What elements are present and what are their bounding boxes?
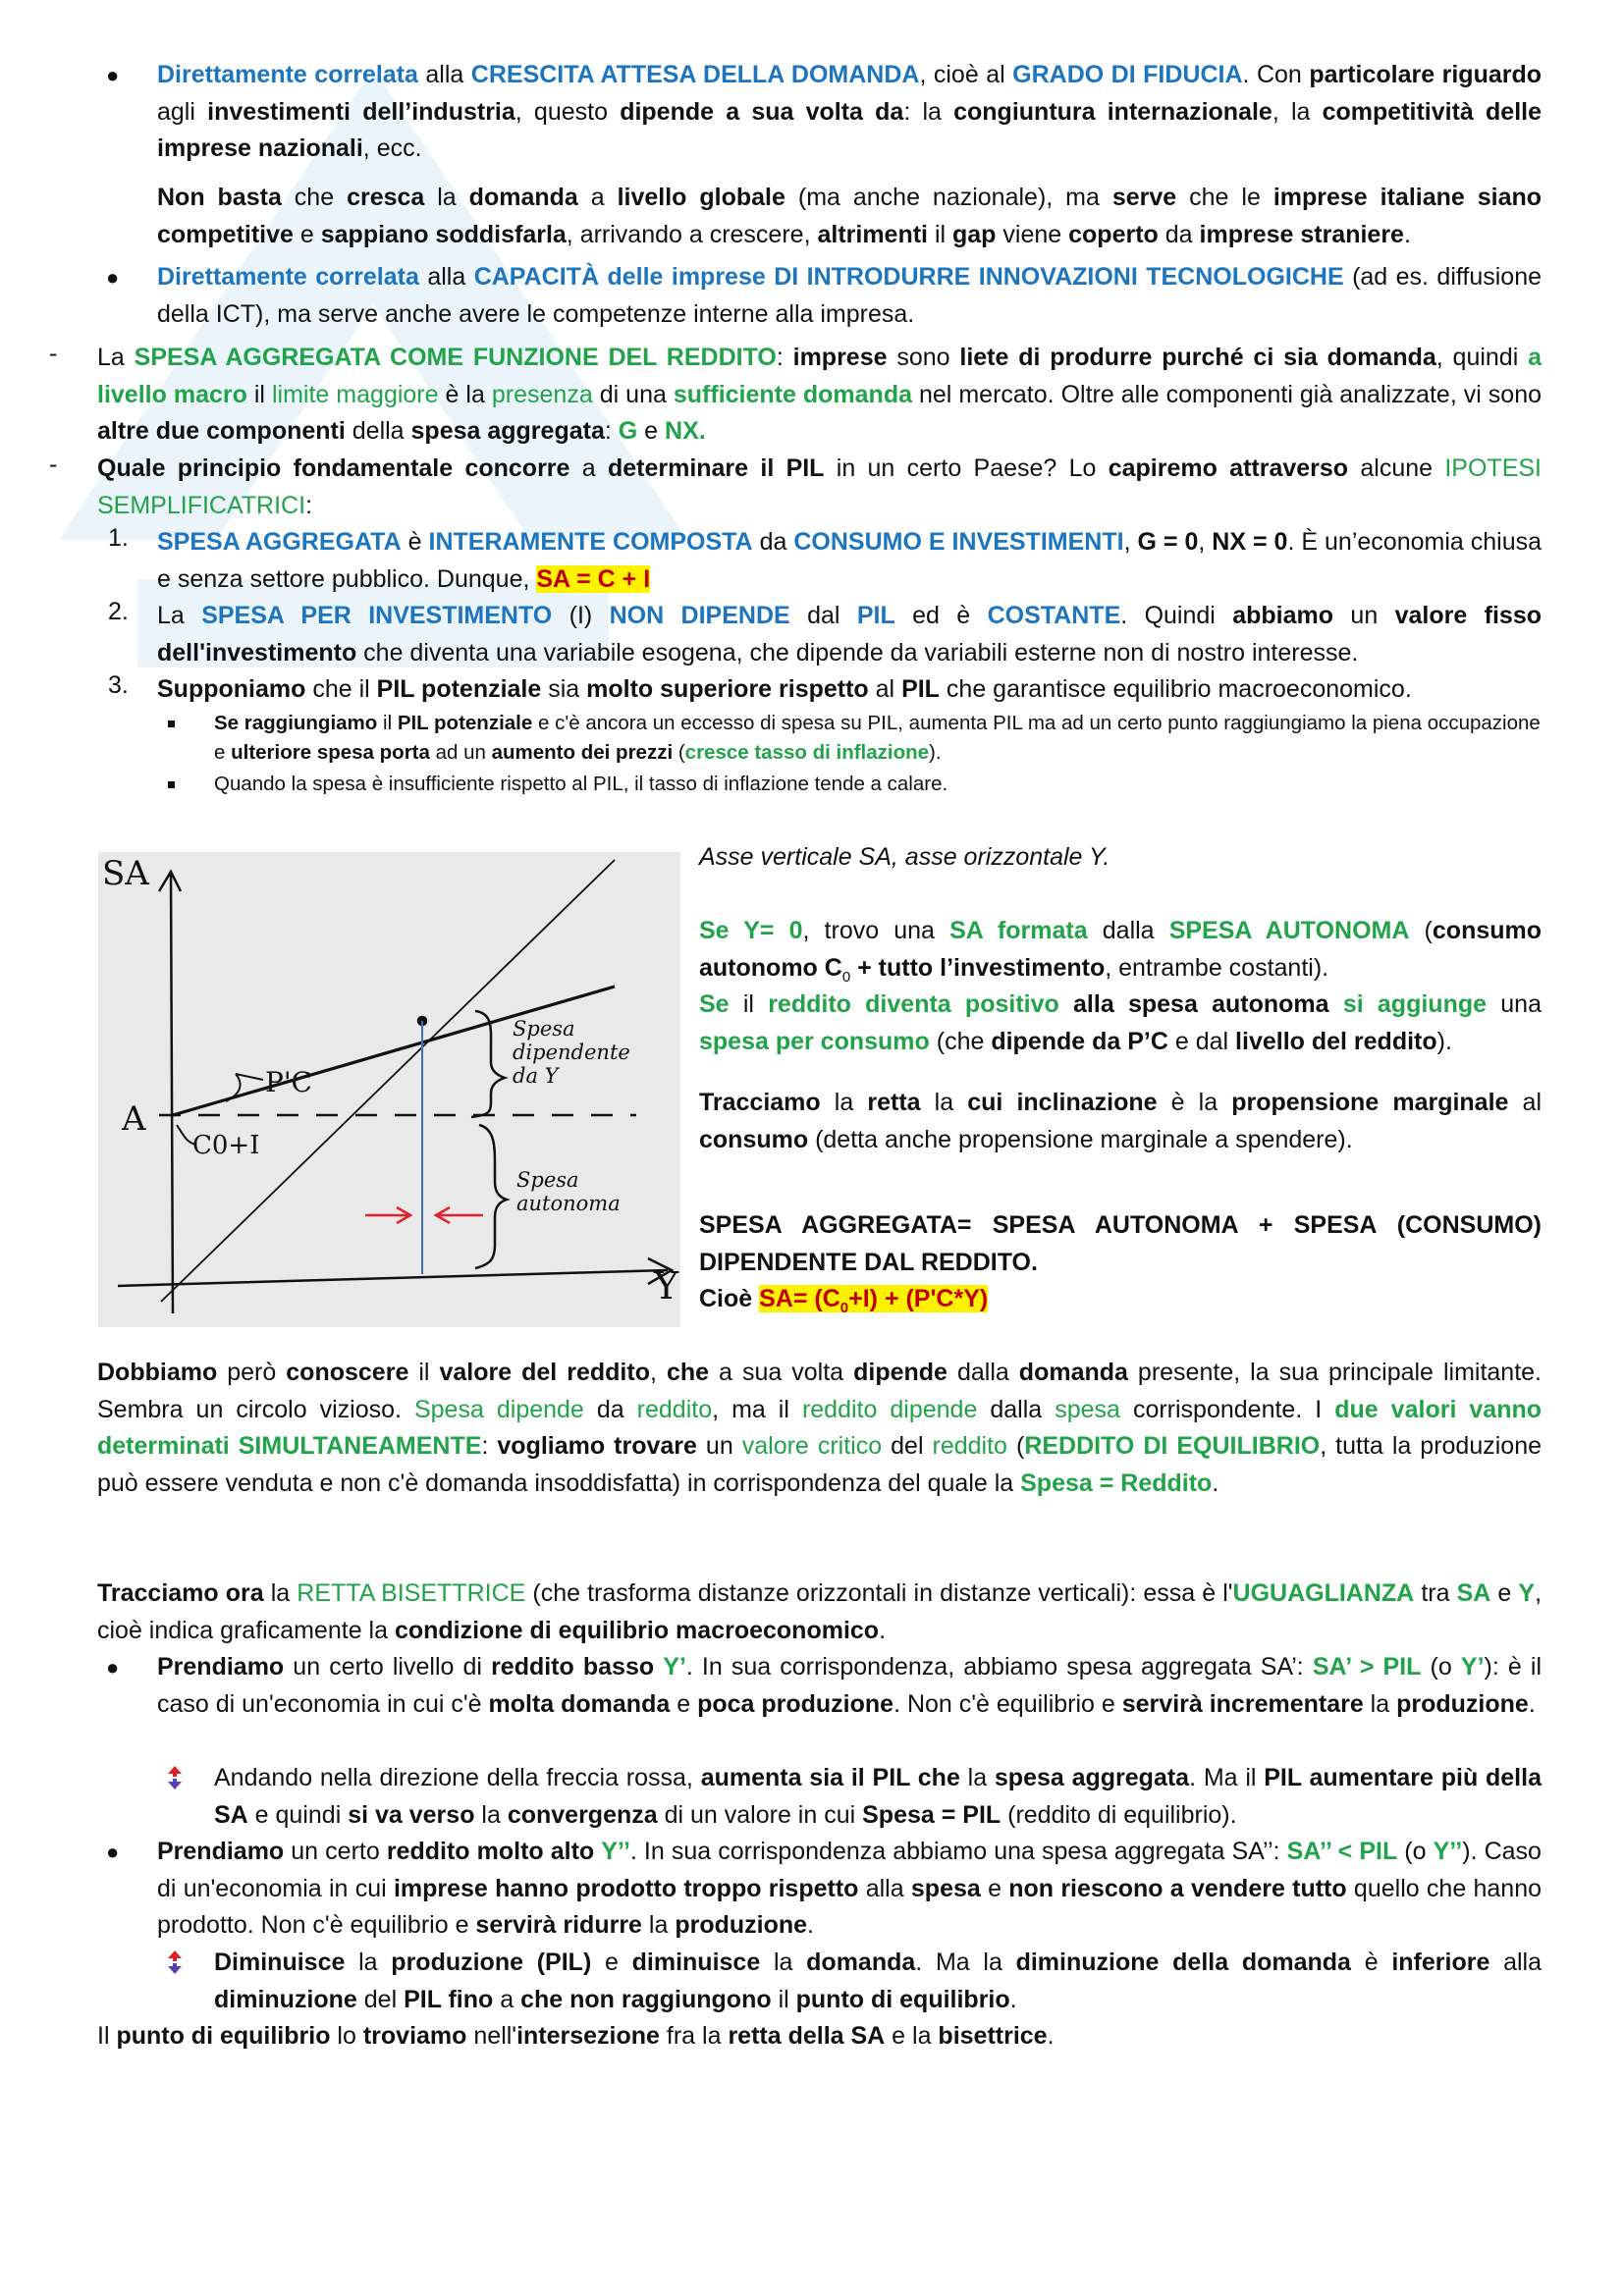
arrow-up-down-icon bbox=[165, 1765, 185, 1790]
paragraph-punto-equilibrio: Il punto di equilibrio lo troviamo nell'intersezione fra la retta della SA e la bisettrice. bbox=[97, 2022, 1055, 2050]
bullet-dot: ● bbox=[106, 1840, 120, 1864]
figure-photo bbox=[98, 852, 680, 1327]
slope-label: P'C bbox=[265, 1066, 312, 1098]
x-axis bbox=[118, 1270, 668, 1286]
ipotesi-2: La SPESA PER INVESTIMENTO (I) NON DIPENDE dal PIL ed è COSTANTE. Quindi abbiamo un valore fisso dell'investimento che diventa una variabile esogena, che dipende da variabili esterne non di nostro interesse. bbox=[157, 602, 1542, 667]
y-axis-label: SA bbox=[102, 854, 149, 893]
bullet-reddito-basso: Prendiamo un certo livello di reddito basso Y’. In sua corrispondenza, abbiamo spesa aggregata SA’: SA’ > PIL (o Y’): è il caso di un'economia in cui c'è molta domanda e poca produzione. Non c'è equilibrio e servirà incrementare la produzione. bbox=[157, 1653, 1542, 1718]
paragraph-bisettrice: Tracciamo ora la RETTA BISETTRICE (che trasforma distanze orizzontali in distanze verticali): essa è l'UGUAGLIANZA tra SA e Y, cioè indica graficamente la condizione di equilibrio macroeconomico. bbox=[97, 1579, 1543, 1644]
square-bullet bbox=[168, 781, 175, 788]
number-3: 3. bbox=[108, 671, 129, 699]
paragraph-spesa-aggregata: La SPESA AGGREGATA COME FUNZIONE DEL REDDITO: imprese sono liete di produrre purché ci sia domanda, quindi a livello macro il limite maggiore è la presenza di una sufficiente domanda nel mercato. Oltre alle componenti già analizzate, vi sono altre due componenti della spesa aggregata: G e NX. bbox=[97, 344, 1543, 445]
y-axis bbox=[171, 874, 173, 1313]
right-paragraph-3: Tracciamo la retta la cui inclinazione è la propensione marginale al consumo (detta anche propensione marginale a spendere). bbox=[699, 1089, 1543, 1153]
brace-bottom bbox=[475, 1125, 507, 1268]
right-paragraph-1: Se Y= 0, trovo una SA formata dalla SPESA AUTONOMA (consumo autonomo $C_0$ + tutto l’investimento, entrambe costanti). bbox=[699, 917, 1543, 986]
brace-top-label: Spesa dipendente da Y bbox=[513, 1017, 630, 1088]
graph-sa-y bbox=[98, 852, 680, 1327]
bullet-dot: ● bbox=[106, 63, 120, 87]
bullet-fiducia-continued: Non basta che cresca la domanda a livello globale (ma anche nazionale), ma serve che le imprese italiane siano competitive e sappiano soddisfarla, arrivando a crescere, altrimenti il gap viene coperto da imprese straniere. bbox=[157, 184, 1543, 248]
brace-bottom-label: Spesa autonoma bbox=[516, 1168, 621, 1215]
arrow-up-down-icon bbox=[165, 1949, 185, 1975]
intercept-label: C0+I bbox=[192, 1131, 260, 1160]
ipotesi-3: Supponiamo che il PIL potenziale sia molto superiore rispetto al PIL che garantisce equilibrio macroeconomico. bbox=[157, 675, 1412, 703]
right-paragraph-2: Se il reddito diventa positivo alla spesa autonoma si aggiunge una spesa per consumo (che dipende da P’C e dal livello del reddito). bbox=[699, 990, 1542, 1055]
bullet-reddito-alto: Prendiamo un certo reddito molto alto Y’’. In sua corrispondenza abbiamo una spesa aggregata SA’’: SA’’ < PIL (o Y’’). Caso di un'economia in cui imprese hanno prodotto troppo rispetto alla spesa e non riescono a vendere tutto quello che hanno prodotto. Non c'è equilibrio e servirà ridurre la produzione. bbox=[157, 1838, 1543, 1939]
red-arrow-right bbox=[436, 1207, 483, 1223]
x-axis-label: Y bbox=[654, 1264, 679, 1308]
number-2: 2. bbox=[108, 598, 129, 625]
right-paragraph-formula: Cioè $SA= (C_0+I) + (P'C*Y)$ bbox=[699, 1285, 989, 1316]
right-paragraph-formula-text: SPESA AGGREGATA= SPESA AUTONOMA + SPESA (CONSUMO) DIPENDENTE DAL REDDITO. bbox=[699, 1211, 1542, 1276]
sub-bullet-diminuisce: Diminuisce la produzione (PIL) e diminuisce la domanda. Ma la diminuzione della domanda è inferiore alla diminuzione del PIL fino a che non raggiungono il punto di equilibrio. bbox=[214, 1949, 1543, 2013]
dash-marker: - bbox=[49, 451, 58, 478]
dash-marker: - bbox=[49, 340, 58, 367]
bullet-innovazioni: Direttamente correlata alla CAPACITÀ delle imprese DI INTRODURRE INNOVAZIONI TECNOLOGICHE (ad es. diffusione della ICT), ma serve anche avere le competenze interne alla impresa. bbox=[157, 263, 1543, 328]
figure-caption: Asse verticale SA, asse orizzontale Y. bbox=[699, 843, 1110, 871]
sub-bullet-spesa-insufficiente: Quando la spesa è insufficiente rispetto al PIL, il tasso di inflazione tende a calare. bbox=[214, 773, 948, 795]
paragraph-reddito-equilibrio: Dobbiamo però conoscere il valore del reddito, che a sua volta dipende dalla domanda presente, la sua principale limitante. Sembra un circolo vizioso. Spesa dipende da reddito, ma il reddito dipende dalla spesa corrispondente. I due valori vanno determinati SIMULTANEAMENTE: vogliamo trovare un valore critico del reddito (REDDITO DI EQUILIBRIO, tutta la produzione può essere venduta e non c'è domanda insoddisfatta) in corrispondenza del quale la Spesa = Reddito. bbox=[97, 1359, 1543, 1497]
paragraph-principio: Quale principio fondamentale concorre a determinare il PIL in un certo Paese? Lo capiremo attraverso alcune IPOTESI SEMPLIFICATRICI: bbox=[97, 454, 1542, 519]
red-arrow-left bbox=[365, 1207, 410, 1223]
square-bullet bbox=[168, 721, 175, 727]
sub-bullet-freccia-rossa: Andando nella direzione della freccia rossa, aumenta sia il PIL che la spesa aggregata. Ma il PIL aumentare più della SA e quindi si va verso la convergenza di un valore in cui Spesa = PIL (reddito di equilibrio). bbox=[214, 1764, 1542, 1829]
ipotesi-1: SPESA AGGREGATA è INTERAMENTE COMPOSTA da CONSUMO E INVESTIMENTI, G = 0, NX = 0. È un’economia chiusa e senza settore pubblico. Dunque, SA = C + I bbox=[157, 528, 1543, 593]
sub-bullet-inflazione: Se raggiungiamo il PIL potenziale e c'è ancora un eccesso di spesa su PIL, aumenta PIL ma ad un certo punto raggiungiamo la piena occupazione e ulteriore spesa porta ad un aumento dei prezzi (cresce tasso di inflazione). bbox=[214, 712, 1541, 764]
bullet-dot: ● bbox=[106, 265, 120, 290]
bullet-dot: ● bbox=[106, 1655, 120, 1680]
number-1: 1. bbox=[108, 524, 129, 552]
origin-label: A bbox=[122, 1099, 146, 1139]
bullet-fiducia: Direttamente correlata alla CRESCITA ATTESA DELLA DOMANDA, cioè al GRADO DI FIDUCIA. Con particolare riguardo agli investimenti dell’industria, questo dipende a sua volta da: la congiuntura internazionale, la competitività delle imprese nazionali, ecc. bbox=[157, 61, 1543, 162]
